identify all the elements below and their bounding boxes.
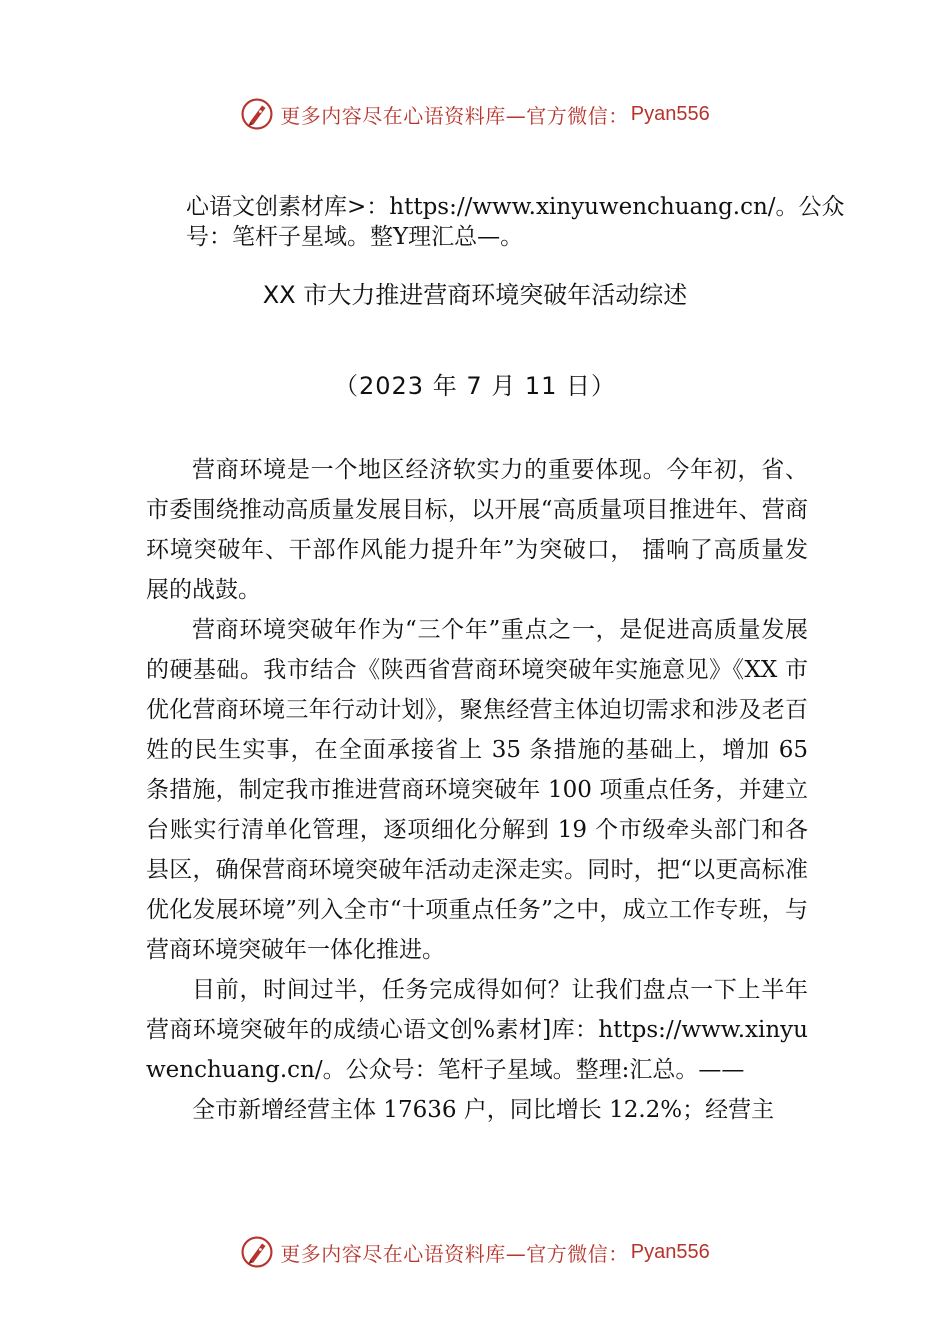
paragraph: 全市新增经营主体 17636 户，同比增长 12.2%；经营主 (192, 1097, 775, 1123)
footer-banner (0, 1232, 950, 1272)
wechat-id: Pyan556 (630, 1240, 710, 1263)
pen-nib-logo-icon (240, 97, 274, 131)
paragraph: 目前，时间过半，任务完成得如何？让我们盘点一下上半年营商环境突破年的成绩心语文创%素材]库：https://www.xinyuwenchuang.cn/。公众号：笔杆子星域。整理:汇总。—— (146, 977, 808, 1083)
document-title: XX 市大力推进营商环境突破年活动综述 (262, 281, 688, 309)
wechat-id: Pyan556 (630, 102, 710, 125)
banner-text: 更多内容尽在心语资料库—官方微信： (280, 1241, 629, 1266)
document-body (146, 450, 808, 1130)
document-date: （2023 年 7 月 11 日） (333, 372, 617, 400)
header-banner (0, 94, 950, 134)
intro-note: 心语文创素材库>：https://www.xinyuwenchuang.cn/。公众号：笔杆子星域。整Y理汇总—。 (186, 194, 845, 250)
paragraph: 营商环境是一个地区经济软实力的重要体现。今年初，省、市委围绕推动高质量发展目标，以开展“高质量项目推进年、营商环境突破年、干部作风能力提升年”为突破口， 擂响了高质量发展的战鼓。 (146, 457, 808, 603)
paragraph: 营商环境突破年作为“三个年”重点之一，是促进高质量发展的硬基础。我市结合《陕西省营商环境突破年实施意见》《XX 市优化营商环境三年行动计划》，聚焦经营主体迫切需求和涉及老百姓的民生实事，在全面承接省上 35 条措施的基础上，增加 65 条措施，制定我市推进营商环境突破年 100 项重点任务，并建立台账实行清单化管理，逐项细化分解到 19 个市级牵头部门和各县区，确保营商环境突破年活动走深走实。同时，把“以更高标准优化发展环境”列入全市“十项重点任务”之中，成立工作专班，与营商环境突破年一体化推进。 (146, 617, 808, 963)
banner-text: 更多内容尽在心语资料库—官方微信： (280, 103, 629, 128)
pen-nib-logo-icon (240, 1235, 274, 1269)
